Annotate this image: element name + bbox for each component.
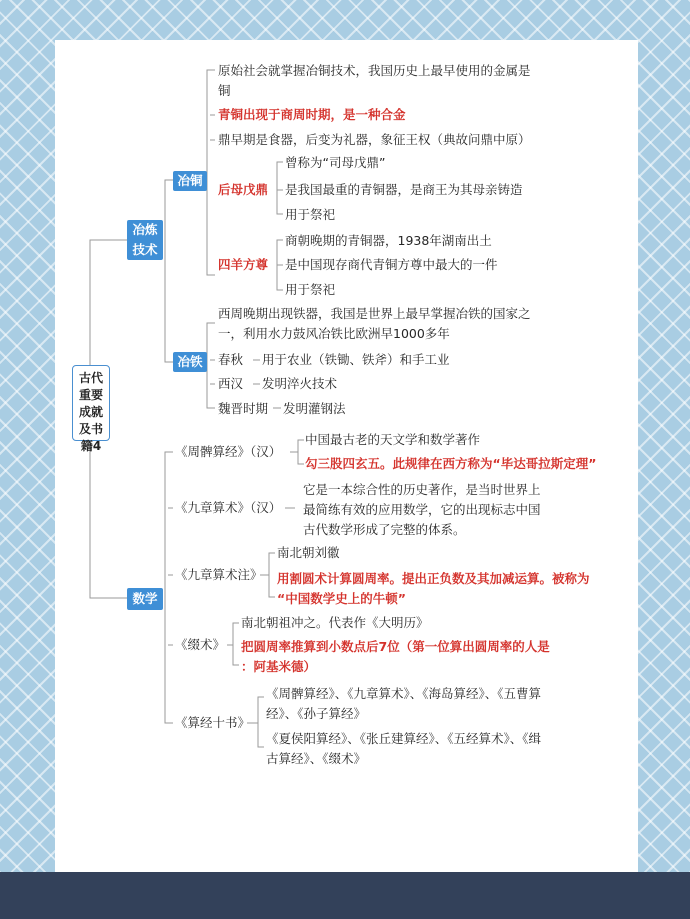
mindmap-card	[55, 40, 638, 872]
suanjing-item-1: 《周髀算经》、《九章算术》、《海岛算经》、《五曹算	[266, 686, 542, 701]
branch-smelting	[127, 220, 163, 260]
jiuzhangzhu-item-3: “中国数学史上的牛顿”	[277, 591, 406, 606]
branch-smelting-label: 冶炼技术	[132, 222, 158, 257]
zhuishu-item-3: ：阿基米德）	[241, 659, 317, 674]
siyang-item-3: 用于祭祀	[285, 282, 336, 297]
bronze-intro-1: 原始社会就掌握冶铜技术，我国历史上最早使用的金属是	[218, 63, 531, 78]
houmuwu-item-2: 是我国最重的青铜器，是商王为其母亲铸造	[285, 182, 523, 197]
branch-math-label: 数学	[132, 591, 158, 606]
book-zhoubi: 《周髀算经》（汉）	[175, 444, 282, 459]
iron-period-1: 春秋	[218, 352, 244, 367]
siyang-item-1: 商朝晚期的青铜器，1938年湖南出土	[285, 233, 492, 248]
iron-intro-2: 一，利用水力鼓风冶铁比欧洲早1000多年	[218, 326, 450, 341]
bottom-band	[0, 872, 690, 919]
siyang-label: 四羊方尊	[218, 257, 269, 272]
bronze-ding: 鼎早期是食器，后变为礼器，象征王权（典故问鼎中原）	[218, 132, 531, 147]
node-bronze-label: 冶铜	[177, 173, 203, 188]
zhuishu-item-2: 把圆周率推算到小数点后7位（第一位算出圆周率的人是	[241, 639, 550, 654]
iron-desc-3: 发明灌钢法	[283, 401, 346, 416]
node-bronze	[173, 171, 207, 191]
jiuzhang-desc-3: 古代数学形成了完整的体系。	[303, 522, 466, 537]
book-zhuishu: 《缀术》	[175, 637, 226, 652]
bronze-alloy: 青铜出现于商周时期，是一种合金	[218, 107, 406, 122]
houmuwu-item-3: 用于祭祀	[285, 207, 336, 222]
iron-period-2: 西汉	[218, 376, 244, 391]
node-iron-label: 冶铁	[177, 354, 203, 369]
zhoubi-item-2: 勾三股四玄五。此规律在西方称为“毕达哥拉斯定理”	[305, 456, 597, 471]
book-jiuzhangzhu: 《九章算术注》	[175, 567, 263, 582]
suanjing-item-2: 经》、《孙子算经》	[266, 706, 367, 721]
jiuzhang-desc-1: 它是一本综合性的历史著作，是当时世界上	[303, 482, 541, 497]
suanjing-item-4: 古算经》、《缀术》	[266, 751, 367, 766]
zhuishu-item-1: 南北朝祖冲之。代表作《大明历》	[241, 615, 429, 630]
siyang-item-2: 是中国现存商代青铜方尊中最大的一件	[285, 257, 498, 272]
zhoubi-item-1: 中国最古老的天文学和数学著作	[305, 432, 481, 447]
book-suanjing: 《算经十书》	[175, 715, 251, 730]
node-iron	[173, 352, 207, 372]
iron-intro-1: 西周晚期出现铁器，我国是世界上最早掌握冶铁的国家之	[218, 306, 531, 321]
root-node	[72, 365, 110, 453]
houmuwu-label: 后母戊鼎	[218, 182, 269, 197]
bronze-intro-2: 铜	[218, 83, 231, 98]
root-label: 古代重要成就及书籍4	[78, 371, 103, 453]
book-jiuzhang: 《九章算术》（汉）	[175, 500, 282, 515]
iron-period-3: 魏晋时期	[218, 401, 269, 416]
iron-desc-1: 用于农业（铁锄、铁斧）和手工业	[262, 352, 450, 367]
branch-math	[127, 588, 163, 610]
jiuzhangzhu-item-2: 用割圆术计算圆周率。提出正负数及其加减运算。被称为	[277, 571, 590, 586]
iron-desc-2: 发明淬火技术	[262, 376, 338, 391]
houmuwu-item-1: 曾称为“司母戊鼎”	[285, 155, 386, 170]
jiuzhang-desc-2: 最简练有效的应用数学，它的出现标志中国	[303, 502, 541, 517]
jiuzhangzhu-item-1: 南北朝刘徽	[277, 545, 340, 560]
suanjing-item-3: 《夏侯阳算经》、《张丘建算经》、《五经算术》、《缉	[266, 731, 542, 746]
